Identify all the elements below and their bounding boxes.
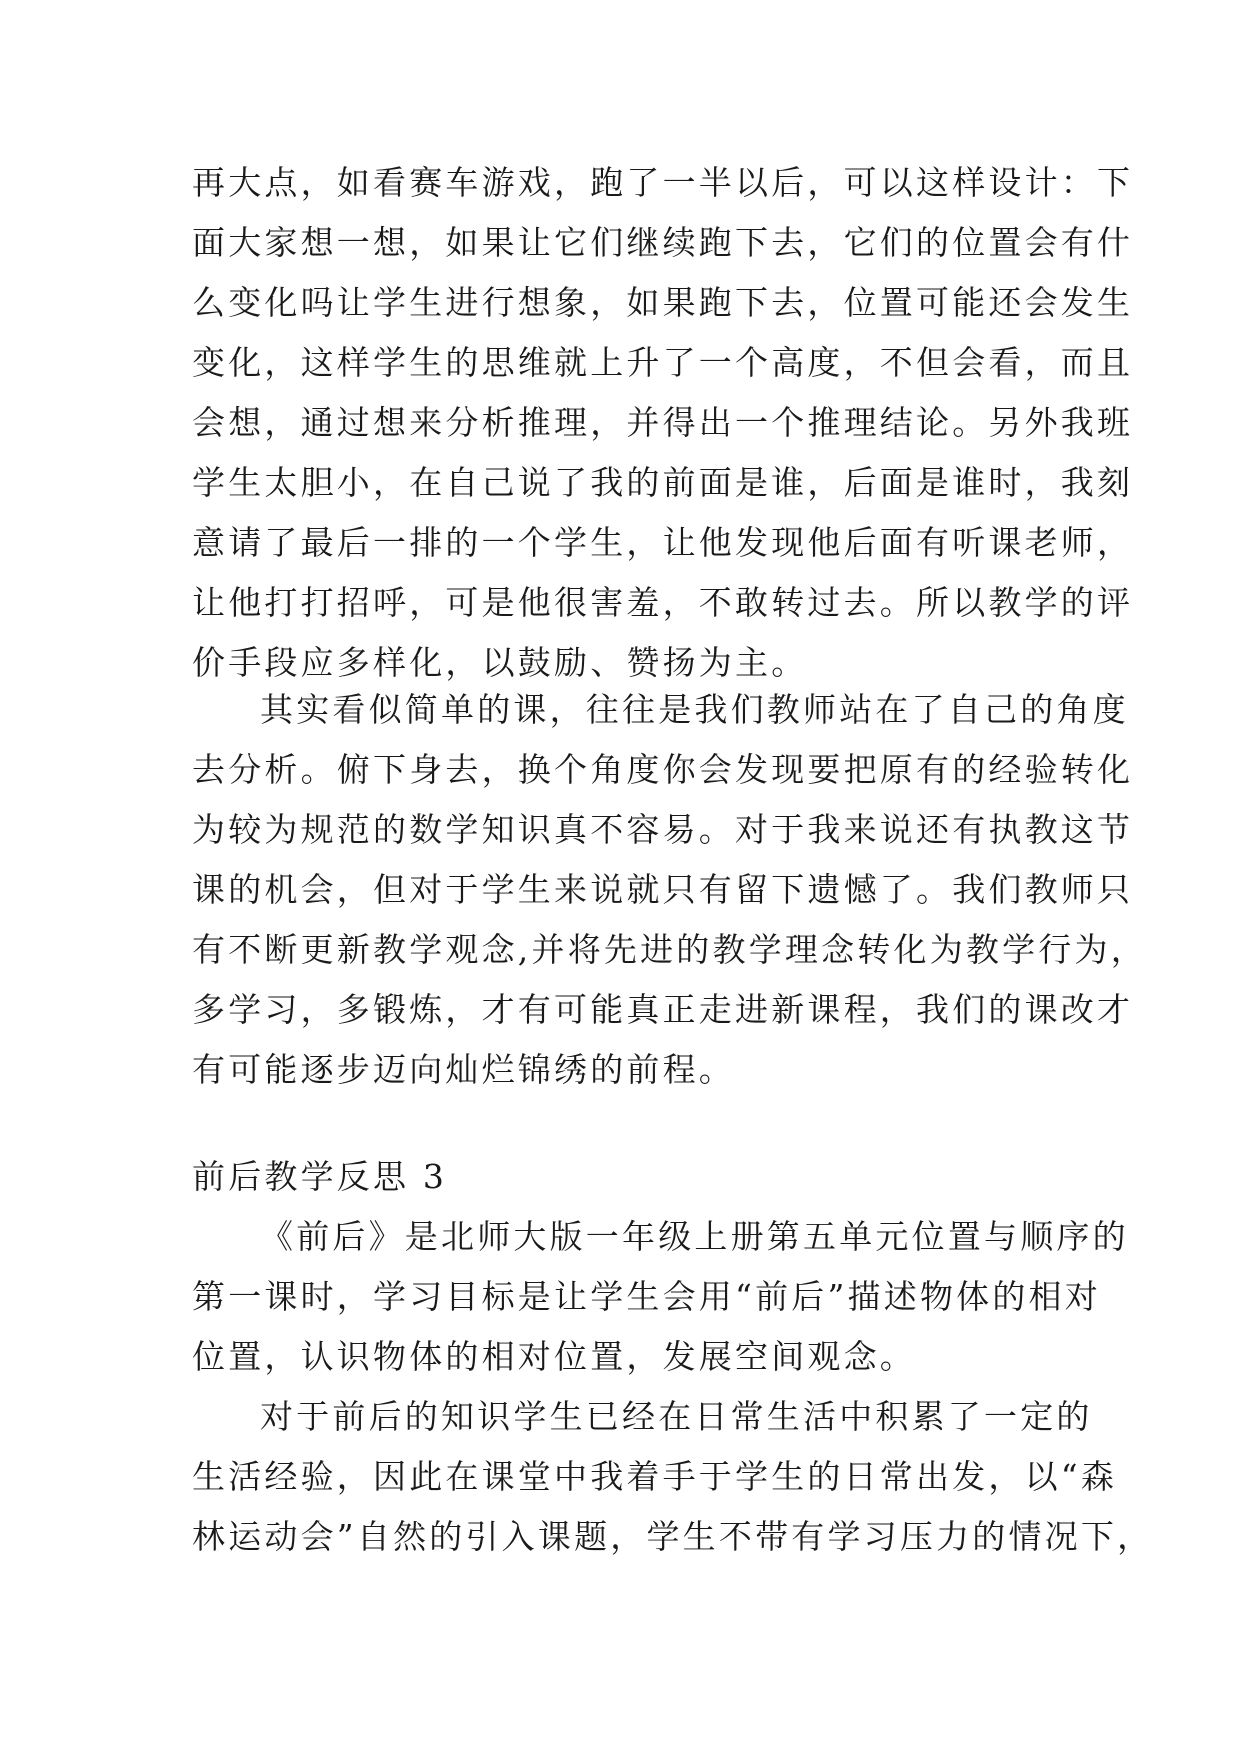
paragraph-line: 林运动会”自然的引入课题，学生不带有学习压力的情况下，: [192, 1517, 1154, 1556]
paragraph-line: 位置，认识物体的相对位置，发展空间观念。: [192, 1337, 916, 1376]
paragraph-3: [192, 1207, 1129, 1387]
paragraph-line: 意请了最后一排的一个学生，让他发现他后面有听课老师，: [192, 523, 1134, 562]
paragraph-line: 去分析。俯下身去，换个角度你会发现要把原有的经验转化: [192, 750, 1134, 789]
paragraph-line: 价手段应多样化，以鼓励、赞扬为主。: [192, 643, 808, 682]
paragraph-line: 第一课时，学习目标是让学生会用“前后”描述物体的相对: [192, 1277, 1101, 1316]
paragraph-line: 么变化吗让学生进行想象，如果跑下去，位置可能还会发生: [192, 283, 1134, 322]
paragraph-line: 课的机会，但对于学生来说就只有留下遗憾了。我们教师只: [192, 870, 1134, 909]
paragraph-line: 有可能逐步迈向灿烂锦绣的前程。: [192, 1050, 735, 1089]
paragraph-line: 为较为规范的数学知识真不容易。对于我来说还有执教这节: [192, 810, 1134, 849]
paragraph-line: 多学习，多锻炼，才有可能真正走进新课程，我们的课改才: [192, 990, 1134, 1029]
paragraph-line: 再大点，如看赛车游戏，跑了一半以后，可以这样设计：下: [192, 163, 1134, 202]
paragraph-line: 有不断更新教学观念,并将先进的教学理念转化为教学行为，: [192, 930, 1147, 969]
paragraph-line: 面大家想一想，如果让它们继续跑下去，它们的位置会有什: [192, 223, 1134, 262]
paragraph-1: [192, 153, 1134, 693]
paragraph-line: 生活经验，因此在课堂中我着手于学生的日常出发，以“森: [192, 1457, 1118, 1496]
paragraph-line: 会想，通过想来分析推理，并得出一个推理结论。另外我班: [192, 403, 1134, 442]
paragraph-line: 学生太胆小，在自己说了我的前面是谁，后面是谁时，我刻: [192, 463, 1134, 502]
paragraph-4: [192, 1387, 1154, 1567]
paragraph-line: 《前后》是北师大版一年级上册第五单元位置与顺序的: [260, 1217, 1129, 1256]
paragraph-line: 对于前后的知识学生已经在日常生活中积累了一定的: [260, 1397, 1093, 1436]
paragraph-line: 变化，这样学生的思维就上升了一个高度，不但会看，而且: [192, 343, 1134, 382]
section-heading: 前后教学反思 3: [192, 1157, 448, 1196]
paragraph-2: [192, 680, 1147, 1100]
paragraph-line: 让他打打招呼，可是他很害羞，不敢转过去。所以教学的评: [192, 583, 1134, 622]
paragraph-line: 其实看似简单的课，往往是我们教师站在了自己的角度: [260, 690, 1129, 729]
section-heading-block: [192, 1147, 1062, 1207]
